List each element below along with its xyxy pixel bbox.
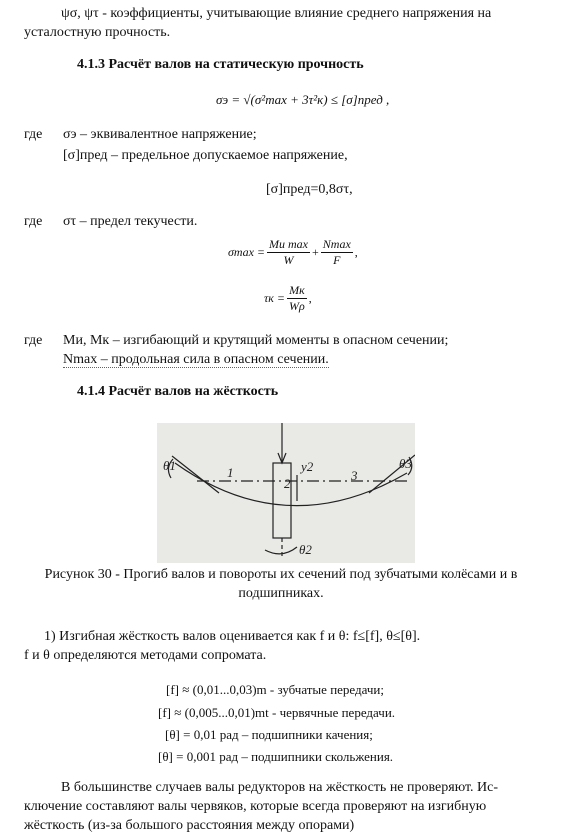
criterion-rolling-bearing: [θ] = 0,01 рад – подшипники качения; xyxy=(165,727,373,742)
formula-sigma-end: , xyxy=(354,244,358,259)
fraction-torsion xyxy=(287,283,307,314)
gear-rectangle xyxy=(273,463,291,538)
formula-tau-end: , xyxy=(308,290,312,305)
where-label-4: где xyxy=(24,333,43,348)
where-label-1: где xyxy=(24,127,43,142)
shaft-deflection-diagram xyxy=(157,423,415,563)
fraction-axial-den: F xyxy=(333,252,341,267)
paragraph-line-3: жёсткость (из-за большого расстояния между опорами) xyxy=(24,818,355,833)
formula-sigma-max xyxy=(228,232,358,272)
figure-caption-line-2: подшипниках. xyxy=(238,586,324,601)
formula-sigma-lhs: σmax = xyxy=(228,244,266,259)
label-y2: y2 xyxy=(301,459,314,474)
label-n2: 2 xyxy=(284,476,291,491)
tangent-left xyxy=(172,456,219,493)
paragraph-line-1: В большинстве случаев валы редукторов на жёсткость не проверяют. Ис- xyxy=(61,780,499,795)
criterion-gear: [f] ≈ (0,01...0,03)m - зубчатые передачи; xyxy=(166,682,384,697)
label-n1: 1 xyxy=(227,465,234,480)
formula-tau xyxy=(264,278,312,318)
formula-equivalent-stress: σэ = √(σ²max + 3τ²к) ≤ [σ]пред , xyxy=(216,92,390,107)
formula-limit-stress: [σ]пред=0,8στ, xyxy=(266,182,353,197)
criterion-sliding-bearing: [θ] = 0,001 рад – подшипники скольжения. xyxy=(158,749,394,764)
fraction-axial xyxy=(321,237,353,268)
where-text-1: σэ – эквивалентное напряжение; xyxy=(63,127,257,142)
figure-caption-line-1: Рисунок 30 - Прогиб валов и повороты их сечений под зубчатыми колёсами и в xyxy=(44,567,518,582)
where-text-3: στ – предел текучести. xyxy=(63,214,198,229)
criterion-worm: [f] ≈ (0,005...0,01)mt - червячные передачи. xyxy=(158,705,396,720)
where-text-2: [σ]пред – предельное допускаемое напряжение, xyxy=(63,148,348,163)
fraction-bending xyxy=(267,237,310,268)
formula-plus: + xyxy=(312,244,319,259)
theta2-arc xyxy=(265,547,297,554)
label-theta3: θ3 xyxy=(399,456,412,471)
where-label-3: где xyxy=(24,214,43,229)
fraction-torsion-num: Mк xyxy=(287,283,307,299)
label-n3: 3 xyxy=(351,468,358,483)
intro-line-1: ψσ, ψτ - коэффициенты, учитывающие влияние среднего напряжения на xyxy=(61,6,492,21)
fraction-bending-num: Mи max xyxy=(269,236,309,251)
fraction-axial-num: Nmax xyxy=(322,236,351,251)
paragraph-line-2: ключение составляют валы червяков, которые всегда проверяют на изгибную xyxy=(24,799,487,814)
label-theta2: θ2 xyxy=(299,542,312,557)
label-theta1: θ1 xyxy=(163,458,176,473)
list-item-1: 1) Изгибная жёсткость валов оценивается как f и θ: f≤[f], θ≤[θ]. xyxy=(44,629,421,644)
fraction-torsion-den: Wρ xyxy=(289,298,305,313)
where-text-5: Nmax – продольная сила в опасном сечении. xyxy=(63,352,329,367)
section-414-heading: 4.1.4 Расчёт валов на жёсткость xyxy=(77,384,279,399)
section-413-heading: 4.1.3 Расчёт валов на статическую прочность xyxy=(77,57,364,72)
intro-line-2: усталостную прочность. xyxy=(24,25,171,40)
fraction-bending-den: W xyxy=(283,252,294,267)
shaft-deflection-figure xyxy=(157,423,415,563)
where-text-4: Mи, Mк – изгибающий и крутящий моменты в опасном сечении; xyxy=(63,333,449,348)
list-item-1-cont: f и θ определяются методами сопромата. xyxy=(24,648,267,663)
formula-tau-lhs: τк = xyxy=(264,290,286,305)
